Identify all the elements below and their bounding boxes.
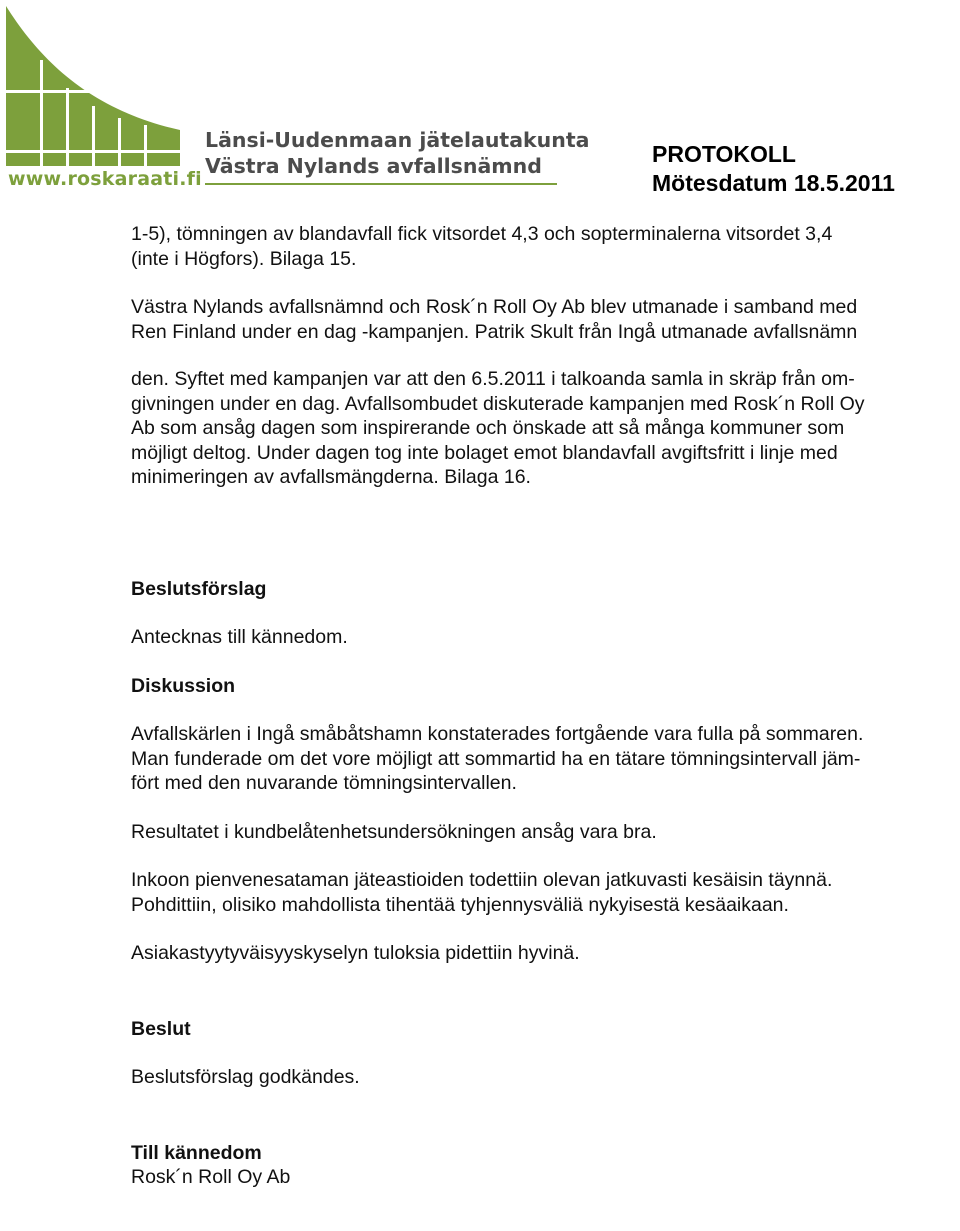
logo-website-text: www.roskaraati.fi xyxy=(8,168,202,190)
paragraph-campaign-continued xyxy=(131,367,960,490)
text-line: (inte i Högfors). Bilaga 15. xyxy=(131,247,357,270)
text-line: möjligt deltog. Under dagen tog inte bolaget emot blandavfall avgiftsfritt i linje med xyxy=(131,441,838,464)
logo-graphic-icon xyxy=(0,0,200,170)
discussion-paragraph-2: Resultatet i kundbelåtenhetsundersökningen ansåg vara bra. xyxy=(131,820,657,843)
text-line: Man funderade om det vore möjligt att sommartid ha en tätare tömningsintervall jäm- xyxy=(131,747,861,770)
text-line: 1-5), tömningen av blandavfall fick vitsordet 4,3 och sopterminalerna vitsordet 3,4 xyxy=(131,223,833,245)
text-line: givningen under en dag. Avfallsombudet diskuterade kampanjen med Rosk´n Roll Oy xyxy=(131,392,865,415)
text-line: Ab som ansåg dagen som inspirerande och önskade att så många kommuner som xyxy=(131,417,845,439)
text-line: Ren Finland under en dag -kampanjen. Patrik Skult från Ingå utmanade avfallsnämn xyxy=(131,320,858,343)
heading-proposal: Beslutsförslag xyxy=(131,577,267,600)
discussion-paragraph-3 xyxy=(131,868,960,917)
document-header xyxy=(652,140,895,198)
text-line: fört med den nuvarande tömningsintervallen. xyxy=(131,772,517,794)
text-line: den. Syftet med kampanjen var att den 6.5.2011 i talkoanda samla in skräp från om- xyxy=(131,368,855,390)
text-line: minimeringen av avfallsmängderna. Bilaga 16. xyxy=(131,466,531,488)
info-text: Rosk´n Roll Oy Ab xyxy=(131,1166,291,1188)
paragraph-survey xyxy=(131,222,960,271)
text-line: Inkoon pienvenesataman jäteastioiden todettiin olevan jatkuvasti kesäisin täynnä. xyxy=(131,869,833,891)
discussion-paragraph-1 xyxy=(131,722,960,796)
proposal-text: Antecknas till kännedom. xyxy=(131,626,348,648)
heading-discussion: Diskussion xyxy=(131,674,236,697)
meeting-date: Mötesdatum 18.5.2011 xyxy=(652,170,895,196)
logo-org-name-swedish: Västra Nylands avfallsnämnd xyxy=(205,154,542,178)
organization-logo xyxy=(0,0,590,200)
logo-underline xyxy=(205,183,557,185)
logo-org-name-finnish: Länsi-Uudenmaan jätelautakunta xyxy=(205,128,590,152)
document-body xyxy=(131,222,960,1190)
text-line: Västra Nylands avfallsnämnd och Rosk´n Roll Oy Ab blev utmanade i samband med xyxy=(131,296,858,318)
discussion-paragraph-4: Asiakastyytyväisyyskyselyn tuloksia pidettiin hyvinä. xyxy=(131,942,580,964)
text-line: Avfallskärlen i Ingå småbåtshamn konstaterades fortgående vara fulla på sommaren. xyxy=(131,723,864,745)
text-line: Pohdittiin, olisiko mahdollista tihentää tyhjennysväliä nykyisestä kesäaikaan. xyxy=(131,893,789,916)
decision-text: Beslutsförslag godkändes. xyxy=(131,1066,360,1088)
document-type: PROTOKOLL xyxy=(652,141,796,167)
heading-info: Till kännedom xyxy=(131,1141,262,1164)
paragraph-campaign xyxy=(131,295,960,344)
heading-decision: Beslut xyxy=(131,1017,191,1040)
